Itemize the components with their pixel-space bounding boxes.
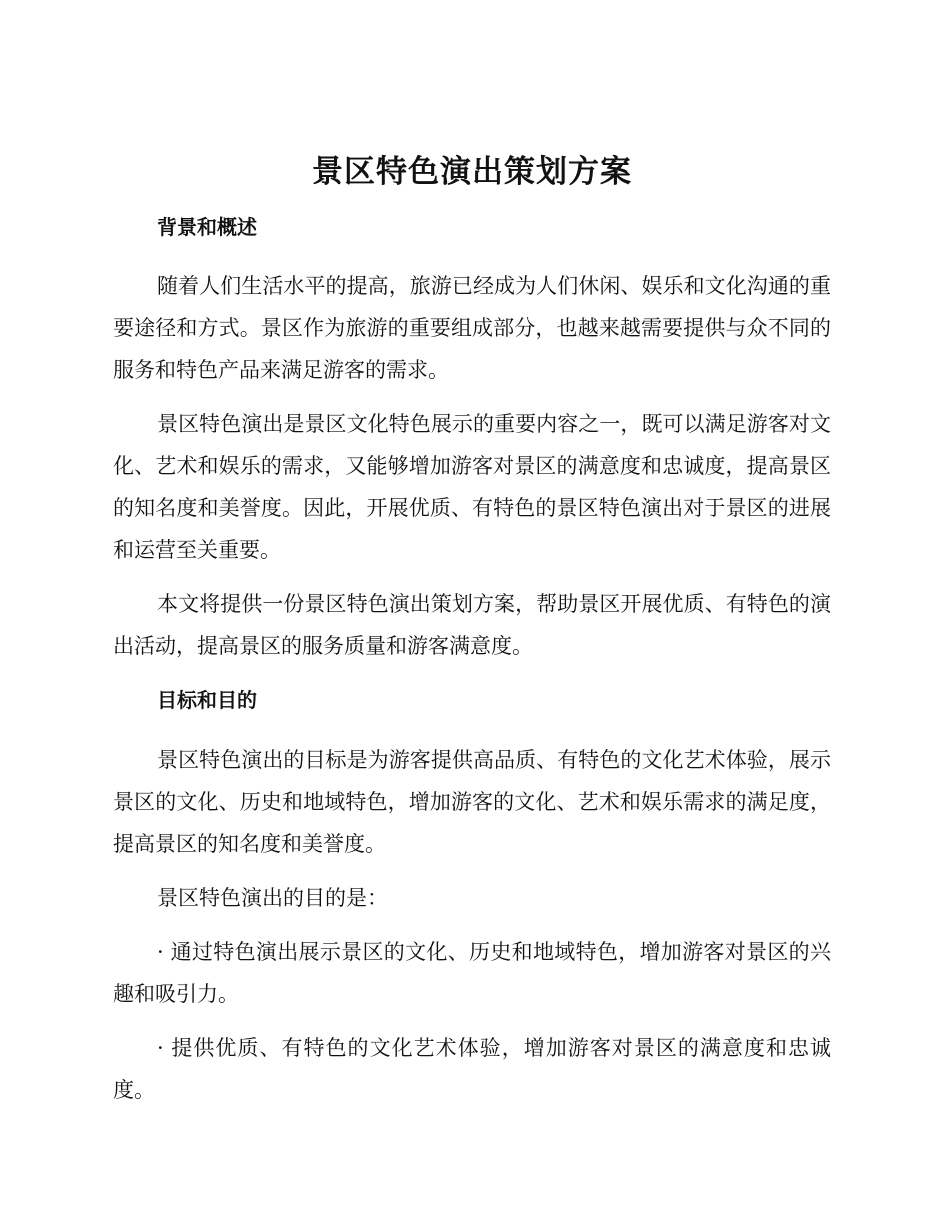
paragraph: 随着人们生活水平的提高，旅游已经成为人们休闲、娱乐和文化沟通的重要途径和方式。景区作为旅游的重要组成部分，也越来越需要提供与众不同的服务和特色产品来满足游客的需求。 <box>113 274 831 382</box>
paragraph: 本文将提供一份景区特色演出策划方案，帮助景区开展优质、有特色的演出活动，提高景区的服务质量和游客满意度。 <box>113 592 831 658</box>
document-title: 景区特色演出策划方案 <box>312 154 632 190</box>
paragraph: 景区特色演出是景区文化特色展示的重要内容之一，既可以满足游客对文化、艺术和娱乐的需求，又能够增加游客对景区的满意度和忠诚度，提高景区的知名度和美誉度。因此，开展优质、有特色的景区特色演出对于景区的进展和运营至关重要。 <box>113 412 831 562</box>
section-heading-goals: 目标和目的 <box>157 688 257 712</box>
bullet-item: · 提供优质、有特色的文化艺术体验，增加游客对景区的满意度和忠诚度。 <box>113 1036 831 1102</box>
document-page <box>113 150 831 1111</box>
paragraph: 景区特色演出的目标是为游客提供高品质、有特色的文化艺术体验，展示景区的文化、历史和地域特色，增加游客的文化、艺术和娱乐需求的满足度，提高景区的知名度和美誉度。 <box>113 748 831 856</box>
bullet-item: · 通过特色演出展示景区的文化、历史和地域特色，增加游客对景区的兴趣和吸引力。 <box>113 940 831 1006</box>
section-heading-background: 背景和概述 <box>157 215 257 239</box>
paragraph: 景区特色演出的目的是： <box>157 886 388 910</box>
